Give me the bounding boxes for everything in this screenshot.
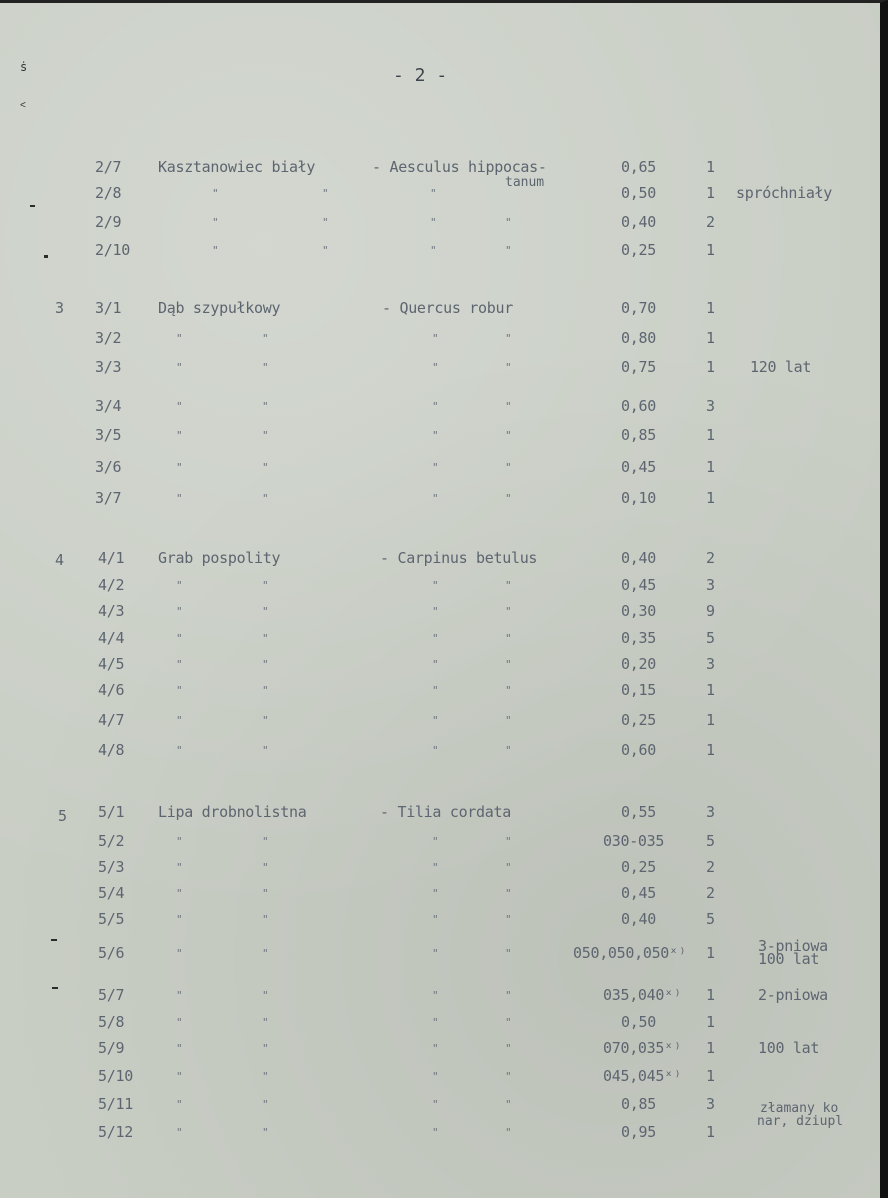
ditto-mark: " [505, 714, 512, 727]
ditto-mark: " [262, 1016, 269, 1029]
ditto-mark: " [432, 400, 439, 413]
row-id: 4/8 [98, 741, 125, 759]
ditto-mark: " [505, 744, 512, 757]
ditto-mark: " [505, 492, 512, 505]
ditto-mark: " [505, 989, 512, 1002]
species-name: Grab pospolity [158, 549, 281, 567]
ditto-mark: " [176, 1126, 183, 1139]
row-id: 4/2 [98, 576, 125, 594]
ditto-mark: " [176, 1070, 183, 1083]
ditto-mark: " [430, 244, 437, 257]
ditto-mark: " [176, 492, 183, 505]
tree-count: 1 [706, 1039, 715, 1057]
diameter: 0,50 [621, 1013, 656, 1031]
ditto-mark: " [432, 947, 439, 960]
ditto-mark: " [505, 658, 512, 671]
ditto-mark: " [262, 658, 269, 671]
ditto-mark: " [432, 1016, 439, 1029]
ditto-mark: " [505, 400, 512, 413]
row-id: 5/1 [98, 803, 125, 821]
row-id: 4/5 [98, 655, 125, 673]
ditto-mark: " [176, 361, 183, 374]
row-id: 5/12 [98, 1123, 133, 1141]
ditto-mark: " [432, 361, 439, 374]
ditto-mark: " [176, 461, 183, 474]
row-id: 2/8 [95, 184, 122, 202]
row-id: 4/4 [98, 629, 125, 647]
page-number: - 2 - [393, 65, 448, 86]
row-id: 3/3 [95, 358, 122, 376]
ditto-mark: " [176, 684, 183, 697]
row-id: 4/1 [98, 549, 125, 567]
ditto-mark: " [176, 947, 183, 960]
row-id: 5/11 [98, 1095, 133, 1113]
row-id: 2/7 [95, 158, 122, 176]
ditto-mark: " [176, 835, 183, 848]
diameter: 0,50 [621, 184, 656, 202]
tree-count: 9 [706, 602, 715, 620]
ditto-mark: " [505, 684, 512, 697]
ditto-mark: " [505, 913, 512, 926]
remark: spróchniały [736, 184, 833, 202]
ditto-mark: " [262, 744, 269, 757]
ditto-mark: " [322, 187, 329, 200]
tree-count: 1 [706, 986, 715, 1004]
diameter: 0,25 [621, 241, 656, 259]
ditto-mark: " [176, 332, 183, 345]
remark: nar, dziupl [757, 1114, 844, 1129]
tree-count: 1 [706, 184, 715, 202]
tree-count: 2 [706, 549, 715, 567]
diameter: 0,35 [621, 629, 656, 647]
ditto-mark: " [432, 1126, 439, 1139]
ditto-mark: " [262, 913, 269, 926]
tree-count: 1 [706, 299, 715, 317]
ditto-mark: " [505, 861, 512, 874]
diameter: 0,15 [621, 681, 656, 699]
diameter: 0,40 [621, 910, 656, 928]
ditto-mark: " [322, 216, 329, 229]
diameter: 0,10 [621, 489, 656, 507]
remark: 100 lat [758, 1039, 820, 1057]
row-id: 5/7 [98, 986, 125, 1004]
diameter: 0,45 [621, 458, 656, 476]
ditto-mark: " [176, 744, 183, 757]
diameter: 030-035 [603, 832, 665, 850]
ditto-mark: " [262, 989, 269, 1002]
ditto-mark: " [430, 216, 437, 229]
row-id: 5/5 [98, 910, 125, 928]
tree-count: 1 [706, 458, 715, 476]
ditto-mark: " [262, 332, 269, 345]
row-id: 5/9 [98, 1039, 125, 1057]
tree-count: 3 [706, 1095, 715, 1113]
ditto-mark: " [432, 658, 439, 671]
ditto-mark: " [432, 835, 439, 848]
diameter: 0,25 [621, 711, 656, 729]
diameter: 0,40 [621, 549, 656, 567]
tree-count: 3 [706, 397, 715, 415]
row-id: 5/10 [98, 1067, 133, 1085]
ditto-mark: " [505, 632, 512, 645]
ditto-mark: " [176, 400, 183, 413]
row-id: 5/8 [98, 1013, 125, 1031]
group-number: 5 [58, 807, 67, 825]
ditto-mark: " [262, 835, 269, 848]
ditto-mark: " [262, 492, 269, 505]
ditto-mark: " [505, 1126, 512, 1139]
ditto-mark: " [212, 216, 219, 229]
ditto-mark: " [432, 429, 439, 442]
row-id: 3/6 [95, 458, 122, 476]
margin-tick [51, 939, 57, 941]
ditto-mark: " [262, 887, 269, 900]
ditto-mark: " [262, 579, 269, 592]
ditto-mark: " [432, 492, 439, 505]
tree-count: 1 [706, 944, 715, 962]
ditto-mark: " [176, 605, 183, 618]
row-id: 4/7 [98, 711, 125, 729]
tree-count: 2 [706, 213, 715, 231]
diameter: 035,040ˣ⁾ [603, 986, 682, 1004]
remark: 2-pniowa [758, 986, 828, 1004]
tree-count: 3 [706, 803, 715, 821]
ditto-mark: " [262, 429, 269, 442]
ditto-mark: " [505, 605, 512, 618]
ditto-mark: " [262, 400, 269, 413]
tree-count: 1 [706, 158, 715, 176]
ditto-mark: " [176, 1016, 183, 1029]
ditto-mark: " [432, 714, 439, 727]
diameter: 0,95 [621, 1123, 656, 1141]
ditto-mark: " [262, 1098, 269, 1111]
ditto-mark: " [432, 1042, 439, 1055]
ditto-mark: " [505, 1016, 512, 1029]
tree-count: 5 [706, 910, 715, 928]
row-id: 3/4 [95, 397, 122, 415]
ditto-mark: " [505, 332, 512, 345]
row-id: 3/1 [95, 299, 122, 317]
ditto-mark: " [505, 1042, 512, 1055]
tree-count: 5 [706, 629, 715, 647]
tree-count: 3 [706, 576, 715, 594]
diameter: 0,85 [621, 426, 656, 444]
ditto-mark: " [176, 1042, 183, 1055]
diameter: 0,75 [621, 358, 656, 376]
latin-name: - Aesculus hippocas- [372, 158, 547, 176]
ditto-mark: " [432, 684, 439, 697]
ditto-mark: " [505, 835, 512, 848]
tree-count: 5 [706, 832, 715, 850]
ditto-mark: " [262, 947, 269, 960]
row-id: 5/2 [98, 832, 125, 850]
ditto-mark: " [432, 989, 439, 1002]
remark: 3-pniowa [758, 937, 828, 955]
diameter: 0,45 [621, 884, 656, 902]
ditto-mark: " [505, 1098, 512, 1111]
ditto-mark: " [432, 632, 439, 645]
ditto-mark: " [176, 632, 183, 645]
ditto-mark: " [505, 947, 512, 960]
ditto-mark: " [262, 1042, 269, 1055]
diameter: 0,45 [621, 576, 656, 594]
ditto-mark: " [505, 461, 512, 474]
ditto-mark: " [212, 187, 219, 200]
ditto-mark: " [505, 244, 512, 257]
row-id: 3/7 [95, 489, 122, 507]
ditto-mark: " [432, 332, 439, 345]
row-id: 3/5 [95, 426, 122, 444]
tree-count: 1 [706, 741, 715, 759]
tree-count: 1 [706, 329, 715, 347]
species-name: Kasztanowiec biały [158, 158, 316, 176]
margin-mark: ˂ [20, 100, 27, 111]
ditto-mark: " [262, 605, 269, 618]
diameter: 070,035ˣ⁾ [603, 1039, 682, 1057]
tree-count: 1 [706, 489, 715, 507]
diameter: 0,65 [621, 158, 656, 176]
latin-name-continued: tanum [505, 175, 545, 190]
tree-count: 1 [706, 1013, 715, 1031]
latin-name: - Carpinus betulus [380, 549, 538, 567]
ditto-mark: " [176, 714, 183, 727]
ditto-mark: " [432, 744, 439, 757]
row-id: 5/4 [98, 884, 125, 902]
remark: złamany ko [760, 1101, 839, 1116]
remark: 120 lat [750, 358, 812, 376]
diameter: 050,050,050ˣ⁾ [573, 944, 687, 962]
group-number: 3 [55, 299, 64, 317]
row-id: 5/3 [98, 858, 125, 876]
diameter: 0,85 [621, 1095, 656, 1113]
ditto-mark: " [176, 887, 183, 900]
diameter: 0,20 [621, 655, 656, 673]
row-id: 2/10 [95, 241, 130, 259]
ditto-mark: " [430, 187, 437, 200]
ditto-mark: " [505, 579, 512, 592]
diameter: 0,40 [621, 213, 656, 231]
ditto-mark: " [262, 1126, 269, 1139]
species-name: Dąb szypułkowy [158, 299, 281, 317]
ditto-mark: " [212, 244, 219, 257]
diameter: 0,25 [621, 858, 656, 876]
ditto-mark: " [432, 861, 439, 874]
margin-tick [52, 987, 58, 989]
ditto-mark: " [262, 1070, 269, 1083]
ditto-mark: " [432, 913, 439, 926]
ditto-mark: " [432, 1070, 439, 1083]
tree-count: 1 [706, 711, 715, 729]
ditto-mark: " [176, 579, 183, 592]
ditto-mark: " [176, 989, 183, 1002]
row-id: 4/6 [98, 681, 125, 699]
latin-name: - Tilia cordata [380, 803, 511, 821]
row-id: 4/3 [98, 602, 125, 620]
tree-count: 1 [706, 358, 715, 376]
diameter: 0,70 [621, 299, 656, 317]
ditto-mark: " [176, 1098, 183, 1111]
ditto-mark: " [505, 887, 512, 900]
tree-count: 1 [706, 426, 715, 444]
row-id: 3/2 [95, 329, 122, 347]
diameter: 0,60 [621, 741, 656, 759]
group-number: 4 [55, 551, 64, 569]
ditto-mark: " [262, 714, 269, 727]
diameter: 0,30 [621, 602, 656, 620]
ditto-mark: " [432, 1098, 439, 1111]
diameter: 0,55 [621, 803, 656, 821]
row-id: 2/9 [95, 213, 122, 231]
ditto-mark: " [176, 658, 183, 671]
ditto-mark: " [432, 887, 439, 900]
tree-count: 1 [706, 241, 715, 259]
ditto-mark: " [432, 461, 439, 474]
ditto-mark: " [505, 216, 512, 229]
ditto-mark: " [322, 244, 329, 257]
ditto-mark: " [262, 361, 269, 374]
ditto-mark: " [262, 632, 269, 645]
diameter: 0,60 [621, 397, 656, 415]
diameter: 0,80 [621, 329, 656, 347]
ditto-mark: " [432, 579, 439, 592]
tree-count: 1 [706, 681, 715, 699]
ditto-mark: " [505, 1070, 512, 1083]
ditto-mark: " [262, 684, 269, 697]
ditto-mark: " [176, 429, 183, 442]
margin-tick [30, 205, 35, 207]
diameter: 045,045ˣ⁾ [603, 1067, 682, 1085]
ditto-mark: " [505, 429, 512, 442]
ditto-mark: " [262, 461, 269, 474]
tree-count: 1 [706, 1067, 715, 1085]
ditto-mark: " [176, 861, 183, 874]
tree-count: 1 [706, 1123, 715, 1141]
latin-name: - Quercus robur [382, 299, 513, 317]
remark: 100 lat [758, 950, 820, 968]
tree-count: 2 [706, 884, 715, 902]
ditto-mark: " [505, 361, 512, 374]
ditto-mark: " [432, 605, 439, 618]
ditto-mark: " [176, 913, 183, 926]
margin-tick [44, 255, 48, 258]
ditto-mark: " [262, 861, 269, 874]
row-id: 5/6 [98, 944, 125, 962]
tree-count: 2 [706, 858, 715, 876]
tree-count: 3 [706, 655, 715, 673]
margin-mark: ṡ [20, 60, 28, 74]
species-name: Lipa drobnolistna [158, 803, 307, 821]
